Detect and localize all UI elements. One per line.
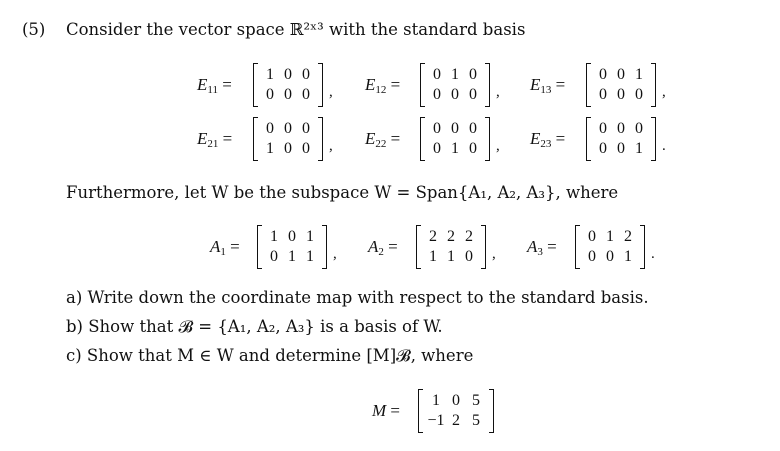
matrix-entry: 0 bbox=[588, 228, 596, 245]
matrix-entry: 1 bbox=[429, 248, 437, 265]
matrix-entry: 1 bbox=[606, 228, 614, 245]
matrix-entry: 0 bbox=[617, 140, 625, 157]
matrix-entry: 0 bbox=[302, 86, 310, 103]
matrix-label: $E_{13}$ = bbox=[530, 75, 566, 96]
matrix-entry: 0 bbox=[465, 248, 473, 265]
matrix bbox=[253, 116, 323, 162]
right-bracket bbox=[651, 117, 656, 161]
matrix bbox=[420, 116, 490, 162]
matrix-entry: 0 bbox=[469, 86, 477, 103]
right-bracket bbox=[640, 225, 645, 269]
matrix-entry: 0 bbox=[469, 140, 477, 157]
matrix-entry: 0 bbox=[617, 86, 625, 103]
matrix-punctuation: , bbox=[329, 138, 333, 154]
matrix-entry: 1 bbox=[447, 248, 455, 265]
matrix-label: $A_3$ = bbox=[527, 237, 557, 258]
matrix-subscript: 21 bbox=[207, 138, 219, 150]
matrix-punctuation: , bbox=[492, 246, 496, 262]
matrix-name: A bbox=[210, 237, 221, 256]
matrix-entry: 0 bbox=[302, 120, 310, 137]
matrix bbox=[416, 224, 486, 270]
matrix bbox=[418, 388, 494, 434]
matrix-punctuation: , bbox=[329, 84, 333, 100]
matrix bbox=[257, 224, 327, 270]
matrix-entry: 1 bbox=[306, 248, 314, 265]
matrix-punctuation: . bbox=[651, 246, 655, 262]
matrix-entry: 1 bbox=[266, 140, 274, 157]
matrix-entry: 0 bbox=[469, 66, 477, 83]
matrix-entry: 0 bbox=[433, 86, 441, 103]
matrix-entry: 0 bbox=[599, 120, 607, 137]
subspace-text: Furthermore, let W be the subspace W = Span{A₁, A₂, A₃}, where bbox=[66, 183, 619, 202]
matrix-entry: 0 bbox=[599, 140, 607, 157]
matrix-entry: 0 bbox=[302, 140, 310, 157]
matrix-entry: 0 bbox=[635, 120, 643, 137]
right-bracket bbox=[489, 389, 494, 433]
matrix-entry: 2 bbox=[465, 228, 473, 245]
matrix-entry: 1 bbox=[451, 66, 459, 83]
matrix-entry: 0 bbox=[617, 66, 625, 83]
matrix-subscript: 1 bbox=[220, 246, 226, 258]
matrix-punctuation: , bbox=[333, 246, 337, 262]
matrix-entry: 0 bbox=[284, 120, 292, 137]
matrix-punctuation: . bbox=[662, 138, 666, 154]
matrix-entry: 0 bbox=[284, 66, 292, 83]
matrix-entry: 0 bbox=[284, 140, 292, 157]
matrix-subscript: 3 bbox=[537, 246, 543, 258]
matrix-subscript: 12 bbox=[375, 84, 387, 96]
matrix-label: $A_1$ = bbox=[210, 237, 240, 258]
matrix-name: M bbox=[372, 401, 387, 420]
matrix-label: M = bbox=[372, 401, 401, 420]
matrix-name: E bbox=[530, 129, 541, 148]
matrix-entry: 0 bbox=[284, 86, 292, 103]
matrix-label: $E_{12}$ = bbox=[365, 75, 401, 96]
matrix-entry: 0 bbox=[635, 86, 643, 103]
part-c: c) Show that M ∈ W and determine [M]𝓑, where bbox=[66, 346, 474, 365]
matrix-entry: 2 bbox=[429, 228, 437, 245]
matrix-subscript: 23 bbox=[540, 138, 552, 150]
right-bracket bbox=[318, 63, 323, 107]
intro-text: Consider the vector space ℝ²ˣ³ with the standard basis bbox=[66, 20, 526, 39]
part-a: a) Write down the coordinate map with respect to the standard basis. bbox=[66, 288, 649, 307]
matrix-label: $A_2$ = bbox=[368, 237, 398, 258]
matrix bbox=[575, 224, 645, 270]
matrix-entry: 0 bbox=[599, 66, 607, 83]
matrix-punctuation: , bbox=[662, 84, 666, 100]
matrix-entry: 1 bbox=[635, 66, 643, 83]
matrix-name: E bbox=[197, 75, 208, 94]
matrix bbox=[586, 62, 656, 108]
matrix-entry: 0 bbox=[451, 120, 459, 137]
matrix-entry: 2 bbox=[452, 412, 460, 429]
matrix-label: $E_{23}$ = bbox=[530, 129, 566, 150]
matrix-entry: 0 bbox=[606, 248, 614, 265]
matrix-label: $E_{22}$ = bbox=[365, 129, 401, 150]
matrix-name: E bbox=[365, 129, 376, 148]
right-bracket bbox=[322, 225, 327, 269]
matrix-entry: 0 bbox=[617, 120, 625, 137]
matrix-subscript: 2 bbox=[378, 246, 384, 258]
matrix-label: $E_{21}$ = bbox=[197, 129, 233, 150]
matrix-entry: 1 bbox=[624, 248, 632, 265]
right-bracket bbox=[318, 117, 323, 161]
matrix-entry: 5 bbox=[472, 392, 480, 409]
matrix bbox=[253, 62, 323, 108]
matrix-entry: 0 bbox=[452, 392, 460, 409]
matrix-entry: −1 bbox=[427, 412, 445, 429]
matrix-punctuation: , bbox=[496, 138, 500, 154]
matrix-name: E bbox=[530, 75, 541, 94]
matrix-entry: 0 bbox=[266, 86, 274, 103]
matrix-subscript: 13 bbox=[540, 84, 552, 96]
right-bracket bbox=[481, 225, 486, 269]
matrix-name: A bbox=[368, 237, 379, 256]
right-bracket bbox=[485, 63, 490, 107]
matrix-punctuation: , bbox=[496, 84, 500, 100]
matrix-entry: 1 bbox=[288, 248, 296, 265]
matrix-name: A bbox=[527, 237, 538, 256]
matrix-name: E bbox=[197, 129, 208, 148]
matrix-entry: 0 bbox=[270, 248, 278, 265]
matrix bbox=[420, 62, 490, 108]
matrix-entry: 0 bbox=[433, 120, 441, 137]
part-b: b) Show that 𝓑 = {A₁, A₂, A₃} is a basis of W. bbox=[66, 317, 443, 336]
matrix-entry: 0 bbox=[288, 228, 296, 245]
right-bracket bbox=[651, 63, 656, 107]
matrix-entry: 1 bbox=[432, 392, 440, 409]
matrix-entry: 5 bbox=[472, 412, 480, 429]
matrix-entry: 1 bbox=[266, 66, 274, 83]
matrix-entry: 0 bbox=[599, 86, 607, 103]
matrix-entry: 1 bbox=[635, 140, 643, 157]
matrix-entry: 0 bbox=[433, 66, 441, 83]
matrix-entry: 0 bbox=[433, 140, 441, 157]
matrix bbox=[586, 116, 656, 162]
matrix-subscript: 22 bbox=[375, 138, 387, 150]
matrix-entry: 0 bbox=[469, 120, 477, 137]
matrix-entry: 0 bbox=[588, 248, 596, 265]
matrix-entry: 0 bbox=[302, 66, 310, 83]
matrix-subscript: 11 bbox=[207, 84, 218, 96]
matrix-entry: 2 bbox=[447, 228, 455, 245]
matrix-entry: 1 bbox=[451, 140, 459, 157]
matrix-entry: 1 bbox=[270, 228, 278, 245]
matrix-entry: 0 bbox=[451, 86, 459, 103]
problem-number: (5) bbox=[22, 20, 46, 39]
matrix-name: E bbox=[365, 75, 376, 94]
matrix-entry: 1 bbox=[306, 228, 314, 245]
matrix-label: $E_{11}$ = bbox=[197, 75, 232, 96]
right-bracket bbox=[485, 117, 490, 161]
matrix-entry: 0 bbox=[266, 120, 274, 137]
matrix-entry: 2 bbox=[624, 228, 632, 245]
